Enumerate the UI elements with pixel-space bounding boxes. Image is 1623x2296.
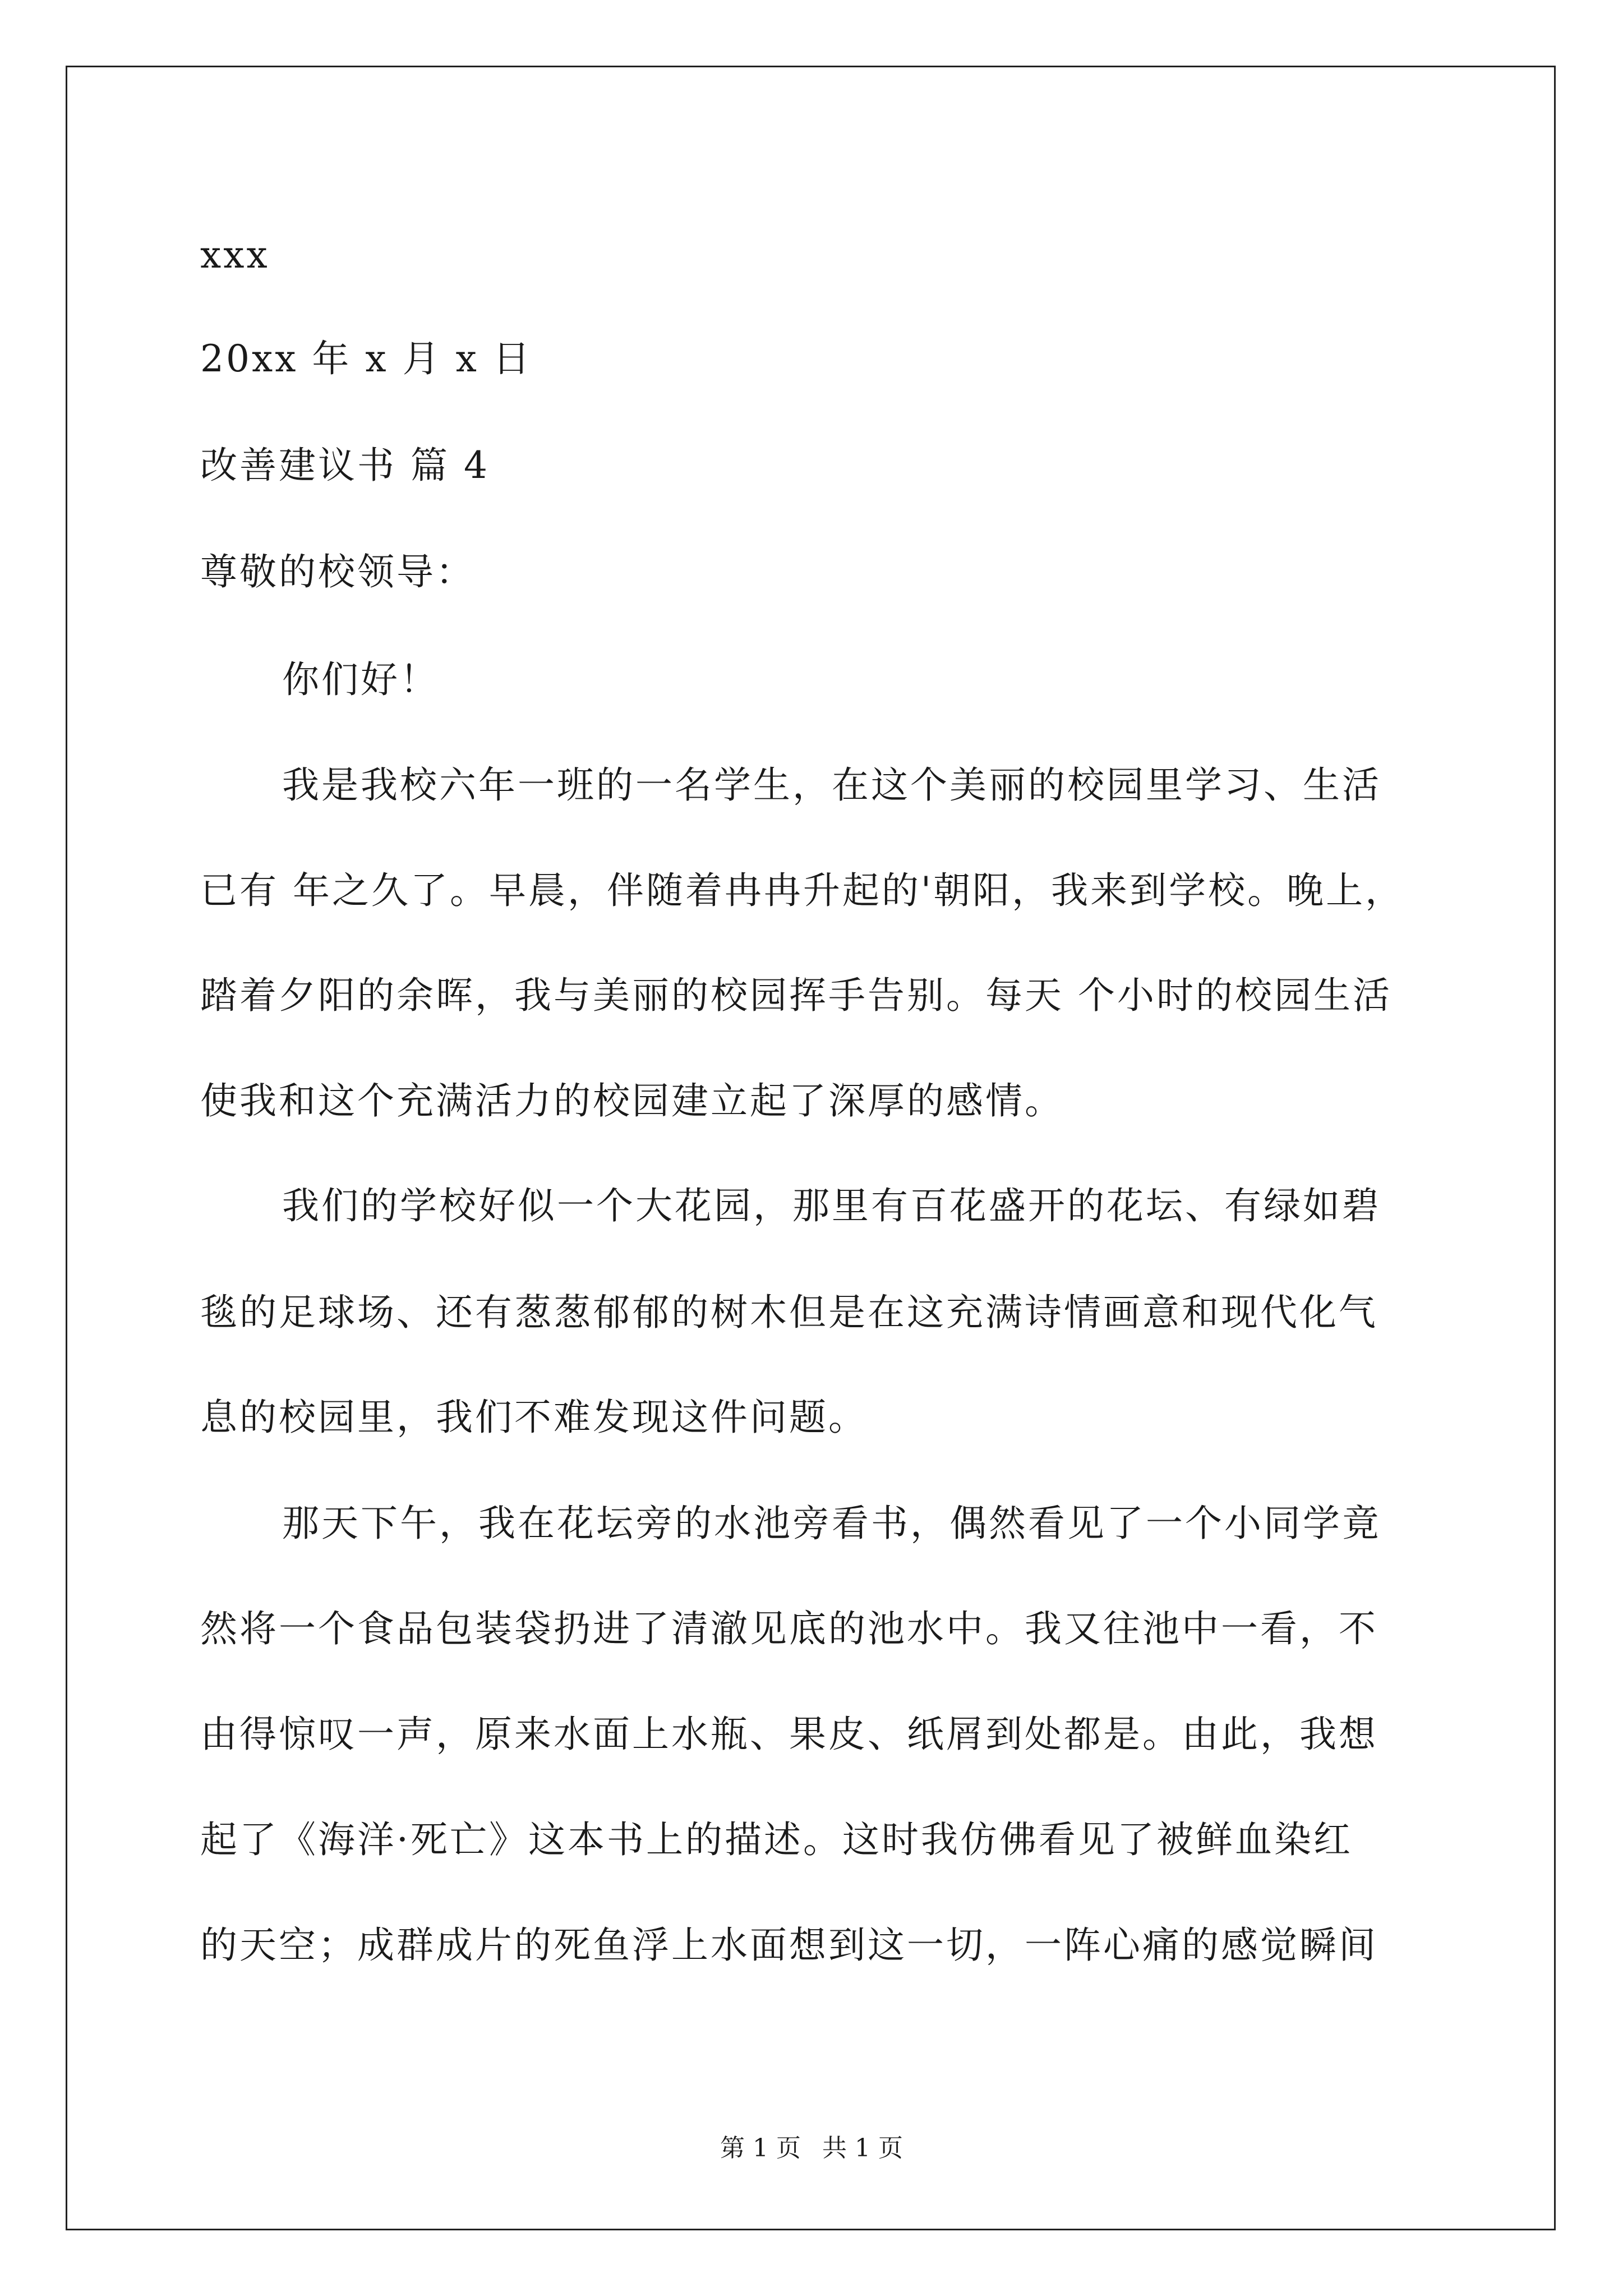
date-line: 20xx 年 x 月 x 日 [200,337,532,380]
greeting: 你们好！ [282,658,439,701]
paragraph-line: 已有 年之久了。早晨，伴随着冉冉升起的'朝阳，我来到学校。晚上， [200,869,1405,912]
paragraph-line: 息的校园里，我们不难发现这件问题。 [200,1396,868,1439]
paragraph-line: 我是我校六年一班的一名学生，在这个美丽的校园里学习、生活 [282,763,1381,807]
page-number: 第 1 页 [720,2134,801,2162]
paragraph-line: 毯的足球场、还有葱葱郁郁的树木但是在这充满诗情画意和现代化气 [200,1291,1378,1334]
page-total: 共 1 页 [822,2134,903,2162]
paragraph-line: 由得惊叹一声，原来水面上水瓶、果皮、纸屑到处都是。由此，我想 [200,1713,1378,1756]
paragraph-line: 的天空；成群成片的死鱼浮上水面想到这一切，一阵心痛的感觉瞬间 [200,1924,1378,1967]
page-footer [0,2132,1623,2165]
paragraph-line: 踏着夕阳的余晖，我与美丽的校园挥手告别。每天 个小时的校园生活 [200,974,1392,1017]
paragraph-line: 我们的学校好似一个大花园，那里有百花盛开的花坛、有绿如碧 [282,1184,1381,1227]
page-border [66,66,1556,2230]
section-title: 改善建议书 篇 4 [200,444,490,487]
paragraph-line: 那天下午，我在花坛旁的水池旁看书，偶然看见了一个小同学竟 [282,1502,1381,1545]
paragraph-line: 使我和这个充满活力的校园建立起了深厚的感情。 [200,1079,1064,1122]
paragraph-line: 起了《海洋·死亡》这本书上的描述。这时我仿佛看见了被鲜血染红 [200,1818,1353,1861]
paragraph-line: 然将一个食品包装袋扔进了清澈见底的池水中。我又往池中一看，不 [200,1607,1378,1650]
salutation: 尊敬的校领导： [200,550,475,593]
signature: xxx [200,233,270,277]
